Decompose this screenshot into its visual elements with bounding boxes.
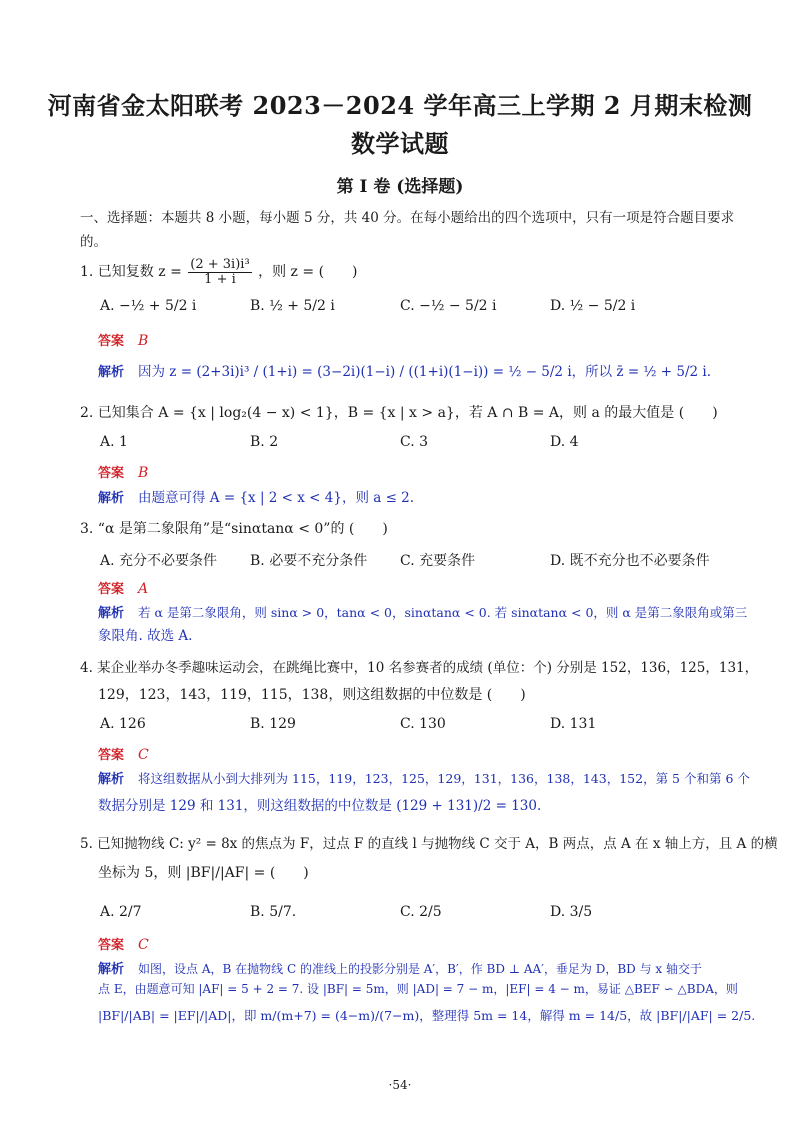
solution-4: 解析 将这组数据从小到大排列为 115，119，123，125，129，131，136，138，143，152，第 5 个和第 6 个 xyxy=(98,771,750,787)
solution-5-cont: |BF|/|AB| = |EF|/|AD|，即 m/(m+7) = (4−m)/(7−m)，整理得 5m = 14，解得 m = 14/5，故 |BF|/|AF| = 2/5. xyxy=(98,1008,756,1023)
solution-5-cont: 点 E，由题意可知 |AF| = 5 + 2 = 7. 设 |BF| = 5m，则 |AD| = 7 − m，|EF| = 4 − m，易证 △BEF ∽ △BDA，则 xyxy=(98,982,738,996)
solution-3-cont: 象限角. 故选 A. xyxy=(98,628,193,644)
solution-5: 解析 如图，设点 A，B 在抛物线 C 的准线上的投影分别是 A′，B′，作 BD ⊥ AA′，垂足为 D，BD 与 x 轴交于 xyxy=(98,962,703,977)
solution-3: 解析 若 α 是第二象限角，则 sinα > 0，tanα < 0，sinαtanα < 0. 若 sinαtanα < 0，则 α 是第二象限角或第三 xyxy=(98,605,748,621)
question-1-stem: 1. 已知复数 z = $\frac{\text{(2 + 3i)i³}}{1 + i}$ ，则 z = ( ) xyxy=(80,257,358,287)
question-2-stem: 2. 已知集合 A = {x | log₂(4 − x) < 1}，B = {x | x > a}，若 A ∩ B = A，则 a 的最大值是 ( ) xyxy=(80,405,718,421)
page-title: 河南省金太阳联考 2023－2024 学年高三上学期 2 月期末检测 xyxy=(47,91,753,120)
option-a: A. 2/7 xyxy=(100,904,142,920)
option-c: C. 3 xyxy=(400,434,429,450)
question-3-stem: 3. “α 是第二象限角”是“sinαtanα < 0”的 ( ) xyxy=(80,521,388,537)
option-a: A. 充分不必要条件 xyxy=(100,553,218,569)
option-a: A. 1 xyxy=(100,434,128,450)
option-d: D. 4 xyxy=(550,434,579,450)
option-c: C. 130 xyxy=(400,716,446,732)
option-c: C. 充要条件 xyxy=(400,553,476,569)
question-5-stem-cont: 坐标为 5，则 |BF|/|AF| = ( ) xyxy=(98,865,309,881)
page-subtitle: 数学试题 xyxy=(351,129,449,158)
option-b: B. ½ + 5/2 i xyxy=(250,298,335,314)
answer-1: 答案 B xyxy=(98,333,149,349)
option-d: D. 3/5 xyxy=(550,904,593,920)
solution-1: 解析 因为 z = (2+3i)i³ / (1+i) = (3−2i)(1−i) / ((1+i)(1−i)) = ½ − 5/2 i，所以 z̄ = ½ + 5/2 i. xyxy=(98,364,712,380)
option-a: A. −½ + 5/2 i xyxy=(100,298,197,314)
instructions-line: 的。 xyxy=(80,234,107,250)
option-b: B. 必要不充分条件 xyxy=(250,553,368,569)
answer-2: 答案 B xyxy=(98,465,149,481)
option-d: D. 既不充分也不必要条件 xyxy=(550,553,710,569)
option-b: B. 5/7. xyxy=(250,904,297,920)
answer-5: 答案 C xyxy=(98,937,149,953)
fraction: $\frac{\text{(2 + 3i)i³}}{1 + i}$ xyxy=(190,257,250,287)
option-b: B. 129 xyxy=(250,716,296,732)
option-b: B. 2 xyxy=(250,434,279,450)
page-number: ·54· xyxy=(388,1078,412,1092)
answer-3: 答案 A xyxy=(98,581,149,597)
question-4-stem-cont: 129，123，143，119，115，138，则这组数据的中位数是 ( ) xyxy=(98,687,526,703)
answer-4: 答案 C xyxy=(98,747,149,763)
section-heading: 第 I 卷 (选择题) xyxy=(336,177,464,197)
option-c: C. 2/5 xyxy=(400,904,442,920)
question-5-stem: 5. 已知抛物线 C: y² = 8x 的焦点为 F，过点 F 的直线 l 与抛物线 C 交于 A，B 两点，点 A 在 x 轴上方，且 A 的横 xyxy=(80,836,778,852)
option-c: C. −½ − 5/2 i xyxy=(400,298,497,314)
question-4-stem: 4. 某企业举办冬季趣味运动会，在跳绳比赛中，10 名参赛者的成绩 (单位：个) 分别是 152，136，125，131， xyxy=(80,660,759,676)
instructions-line: 一、选择题：本题共 8 小题，每小题 5 分，共 40 分。在每小题给出的四个选项中，只有一项是符合题目要求 xyxy=(80,210,735,226)
solution-4-cont: 数据分别是 129 和 131，则这组数据的中位数是 (129 + 131)/2 = 130. xyxy=(98,798,542,814)
option-d: D. 131 xyxy=(550,716,597,732)
option-d: D. ½ − 5/2 i xyxy=(550,298,636,314)
solution-2: 解析 由题意可得 A = {x | 2 < x < 4}，则 a ≤ 2. xyxy=(98,490,415,506)
option-a: A. 126 xyxy=(100,716,146,732)
